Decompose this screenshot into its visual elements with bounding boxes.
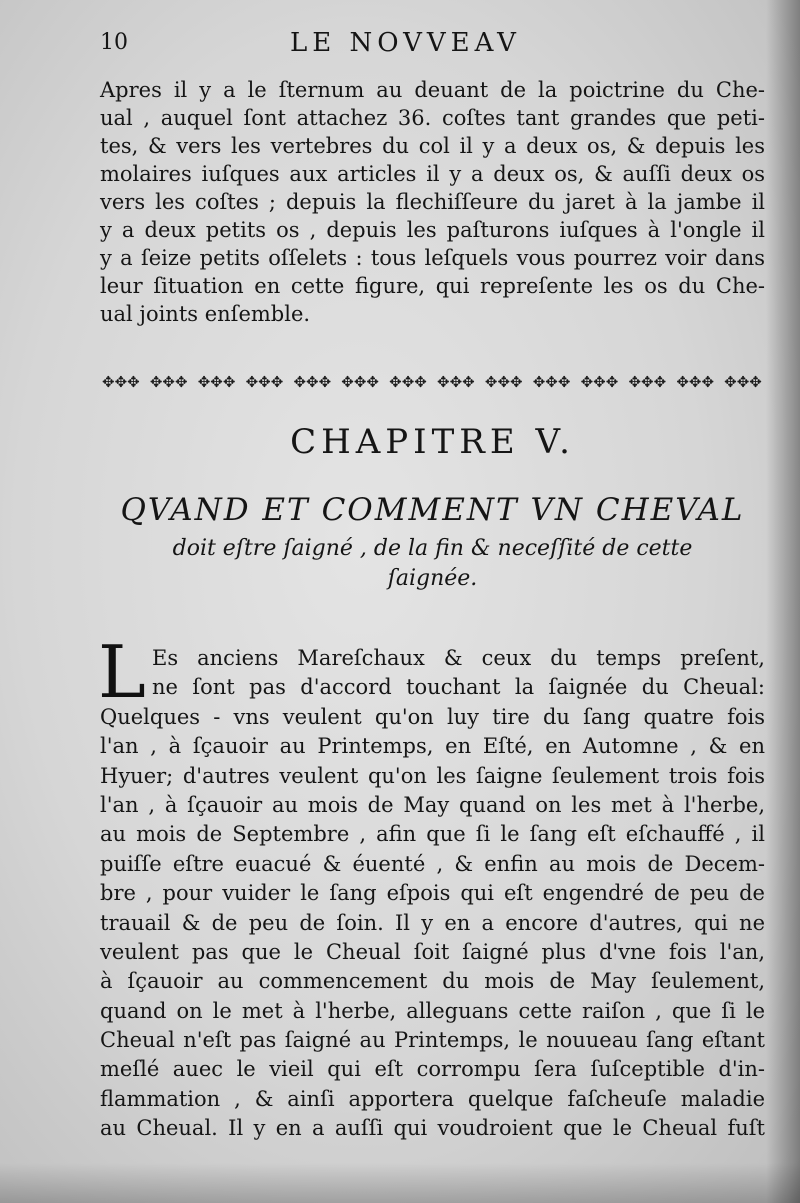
text-line: l'an , à ſçauoir au mois de May quand on les met à l'herbe, [100, 792, 765, 817]
chapter-subtitle-line: doit eſtre ſaigné , de la fin & neceſſité de cette [172, 536, 693, 561]
text-line: Hyuer; d'autres veulent qu'on les ſaigne ſeulement trois fois [100, 763, 765, 788]
chapter-title: QVAND ET COMMENT VN CHEVAL [120, 492, 745, 528]
text-line: au Cheual. Il y en a auſſi qui voudroient que le Cheual fuſt [100, 1116, 765, 1141]
text-line: bre , pour vuider le ſang eſpois qui eſt engendré de peu de [100, 881, 765, 906]
fleuron-ornament: ✥✥✥ [676, 373, 715, 391]
text-line: flammation , & ainſi apportera quelque faſcheuſe maladie [100, 1086, 765, 1111]
text-line: puiſſe eſtre euacué & éuenté , & enfin au mois de Decem- [100, 851, 765, 876]
text-line: meſlé auec le vieil qui eſt corrompu ſera ſuſceptible d'in- [100, 1057, 765, 1082]
fleuron-ornament: ✥✥✥ [437, 373, 475, 391]
fleuron-ornament: ✥✥✥ [245, 373, 284, 391]
page-bottom-shadow [0, 1163, 800, 1203]
text-line: à ſçauoir au commencement du mois de May ſeulement, [100, 969, 765, 994]
text-line: Quelques - vns veulent qu'on luy tire du ſang quatre fois [100, 704, 765, 729]
chapter-subtitle-line: ſaignée. [387, 566, 478, 591]
text-line: y a ſeize petits oſſelets : tous leſquels vous pourrez voir dans [100, 246, 765, 270]
text-line: l'an , à ſçauoir au Printemps, en Eſté, en Automne , & en [100, 734, 765, 759]
chapter-heading: CHAPITRE V. [290, 422, 575, 462]
text-line: au mois de Septembre , afin que ſi le ſang eſt eſchauffé , il [100, 822, 765, 847]
text-line: y a deux petits os , depuis les paſturons iuſques à l'ongle il [100, 218, 765, 242]
text-line: vers les coſtes ; depuis la flechiſſeure du jaret à la jambe il [100, 190, 765, 214]
text-line: ual joints enſemble. [100, 302, 311, 326]
page-number: 10 [100, 30, 128, 55]
text-line: Cheual n'eſt pas ſaigné au Printemps, le nouueau ſang eſtant [100, 1028, 765, 1053]
fleuron-ornament: ✥✥✥ [724, 373, 762, 391]
text-line: trauail & de peu de ſoin. Il y en a encore d'autres, qui ne [100, 910, 765, 935]
fleuron-ornament: ✥✥✥ [532, 373, 571, 391]
text-line: ual , auquel ſont attachez 36. coſtes tant grandes que peti- [100, 106, 765, 130]
text-line: ne ſont pas d'accord touchant la ſaignée du Cheual: [152, 675, 765, 700]
body-paragraph [100, 644, 765, 1144]
text-line: Apres il y a le ſternum au deuant de la poictrine du Che- [100, 78, 765, 102]
drop-cap: L [98, 630, 146, 714]
fleuron-ornament: ✥✥✥ [149, 373, 188, 391]
text-line: quand on le met à l'herbe, alleguans cette raiſon , que ſi le [100, 998, 765, 1023]
text-line: leur ſituation en cette figure, qui repreſente les os du Che- [100, 274, 765, 298]
fleuron-ornament: ✥✥✥ [341, 373, 380, 391]
fleuron-ornament: ✥✥✥ [484, 373, 523, 391]
text-line: molaires iuſques aux articles il y a deux os, & auſſi deux os [100, 162, 765, 186]
intro-paragraph [100, 76, 765, 328]
page-edge-shadow [766, 0, 800, 1203]
running-title: LE NOVVEAV [290, 28, 521, 58]
page-header [100, 30, 760, 66]
text-line: Es anciens Mareſchaux & ceux du temps preſent, [152, 646, 765, 670]
fleuron-ornament: ✥✥✥ [580, 373, 619, 391]
fleuron-ornament: ✥✥✥ [389, 373, 427, 391]
fleuron-ornament: ✥✥✥ [102, 373, 140, 391]
fleuron-ornament: ✥✥✥ [628, 373, 667, 391]
text-line: veulent pas que le Cheual ſoit ſaigné plus d'vne fois l'an, [100, 939, 765, 964]
fleuron-ornament: ✥✥✥ [293, 373, 332, 391]
text-line: tes, & vers les vertebres du col il y a deux os, & depuis les [100, 134, 765, 158]
chapter-subtitle [100, 534, 765, 594]
fleuron-ornament: ✥✥✥ [197, 373, 236, 391]
ornamental-divider [102, 372, 762, 392]
